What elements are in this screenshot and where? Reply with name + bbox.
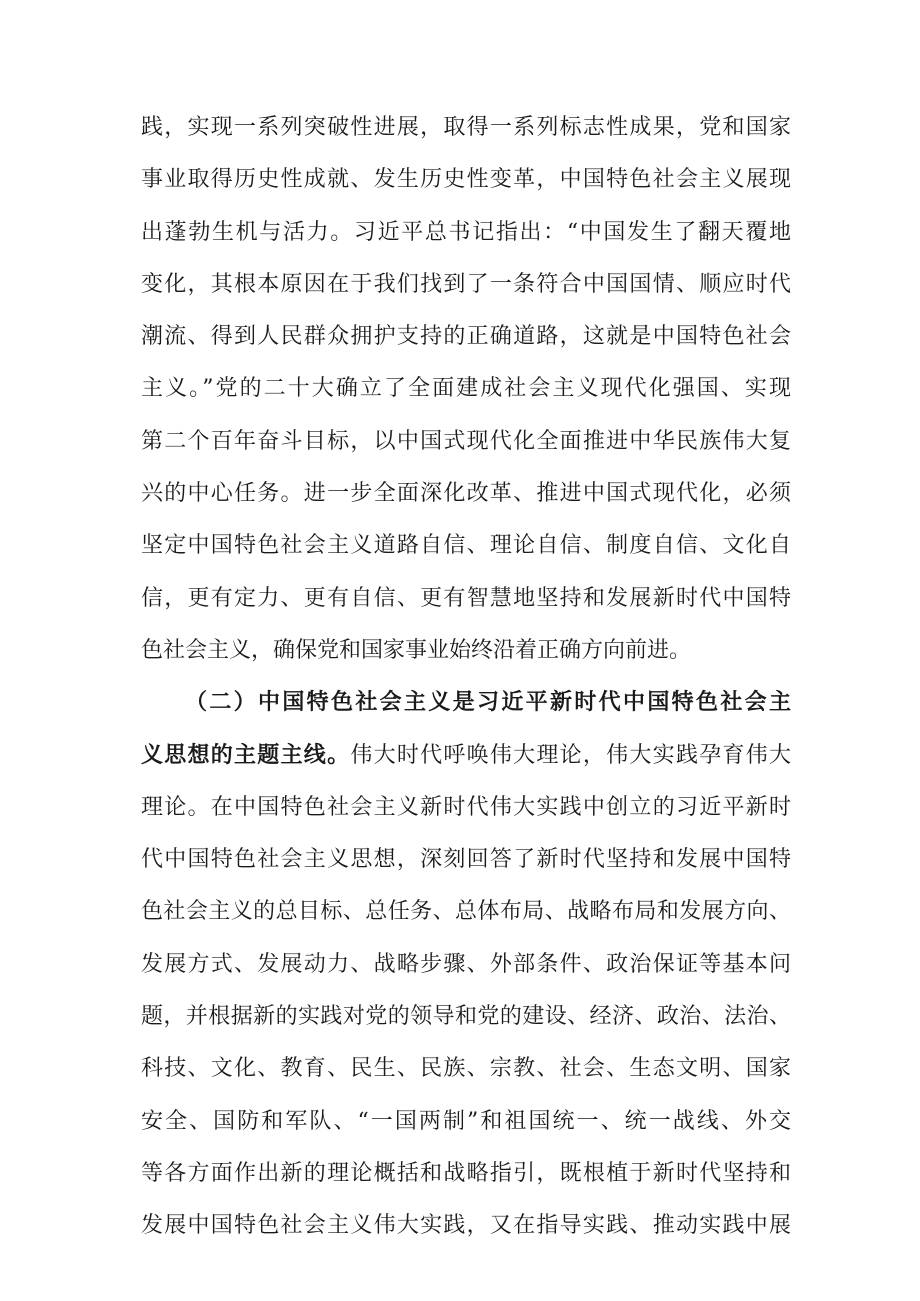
text-line: 践，实现一系列突破性进展，取得一系列标志性成果，党和国家: [141, 115, 791, 140]
text-line: 安全、国防和军队、“一国两制”和祖国统一、统一战线、外交: [141, 1108, 791, 1134]
text-line: 出蓬勃生机与活力。习近平总书记指出：“中国发生了翻天覆地: [141, 219, 791, 245]
text-line: 变化，其根本原因在于我们找到了一条符合中国国情、顺应时代: [141, 271, 791, 297]
text-line-mixed: [141, 730, 791, 782]
body-text: [141, 102, 791, 1253]
text-line: 代中国特色社会主义思想，深刻回答了新时代坚持和发展中国特: [141, 847, 791, 873]
text-line: 信，更有定力、更有自信、更有智慧地坚持和发展新时代中国特: [141, 585, 791, 611]
text-line: 科技、文化、教育、民生、民族、宗教、社会、生态文明、国家: [141, 1056, 791, 1082]
section-heading: （二）中国特色社会主义是习近平新时代中国特色社会主: [185, 690, 791, 716]
section-heading-end: 义思想的主题主线。: [141, 742, 351, 768]
text-line: 坚定中国特色社会主义道路自信、理论自信、制度自信、文化自: [141, 533, 791, 559]
text-line: 色社会主义的总目标、总任务、总体布局、战略布局和发展方向、: [141, 899, 791, 925]
text-line: 等各方面作出新的理论概括和战略指引，既根植于新时代坚持和: [141, 1160, 791, 1186]
text-line: 发展中国特色社会主义伟大实践，又在指导实践、推动实践中展: [141, 1213, 791, 1239]
text-line: 兴的中心任务。进一步全面深化改革、推进中国式现代化，必须: [141, 481, 791, 507]
text-line: 潮流、得到人民群众拥护支持的正确道路，这就是中国特色社会: [141, 324, 791, 350]
text-run: 伟大时代呼唤伟大理论，伟大实践孕育伟大: [350, 742, 791, 768]
text-line: 理论。在中国特色社会主义新时代伟大实践中创立的习近平新时: [141, 794, 791, 820]
text-line: 主义。”党的二十大确立了全面建成社会主义现代化强国、实现: [141, 376, 791, 402]
text-line: 第二个百年奋斗目标，以中国式现代化全面推进中华民族伟大复: [141, 428, 791, 454]
text-line: 发展方式、发展动力、战略步骤、外部条件、政治保证等基本问: [141, 951, 791, 977]
text-line: 题，并根据新的实践对党的领导和党的建设、经济、政治、法治、: [141, 1004, 791, 1030]
text-line: 事业取得历史性成就、发生历史性变革，中国特色社会主义展现: [141, 167, 791, 193]
text-line: 色社会主义，确保党和国家事业始终沿着正确方向前进。: [141, 637, 692, 663]
